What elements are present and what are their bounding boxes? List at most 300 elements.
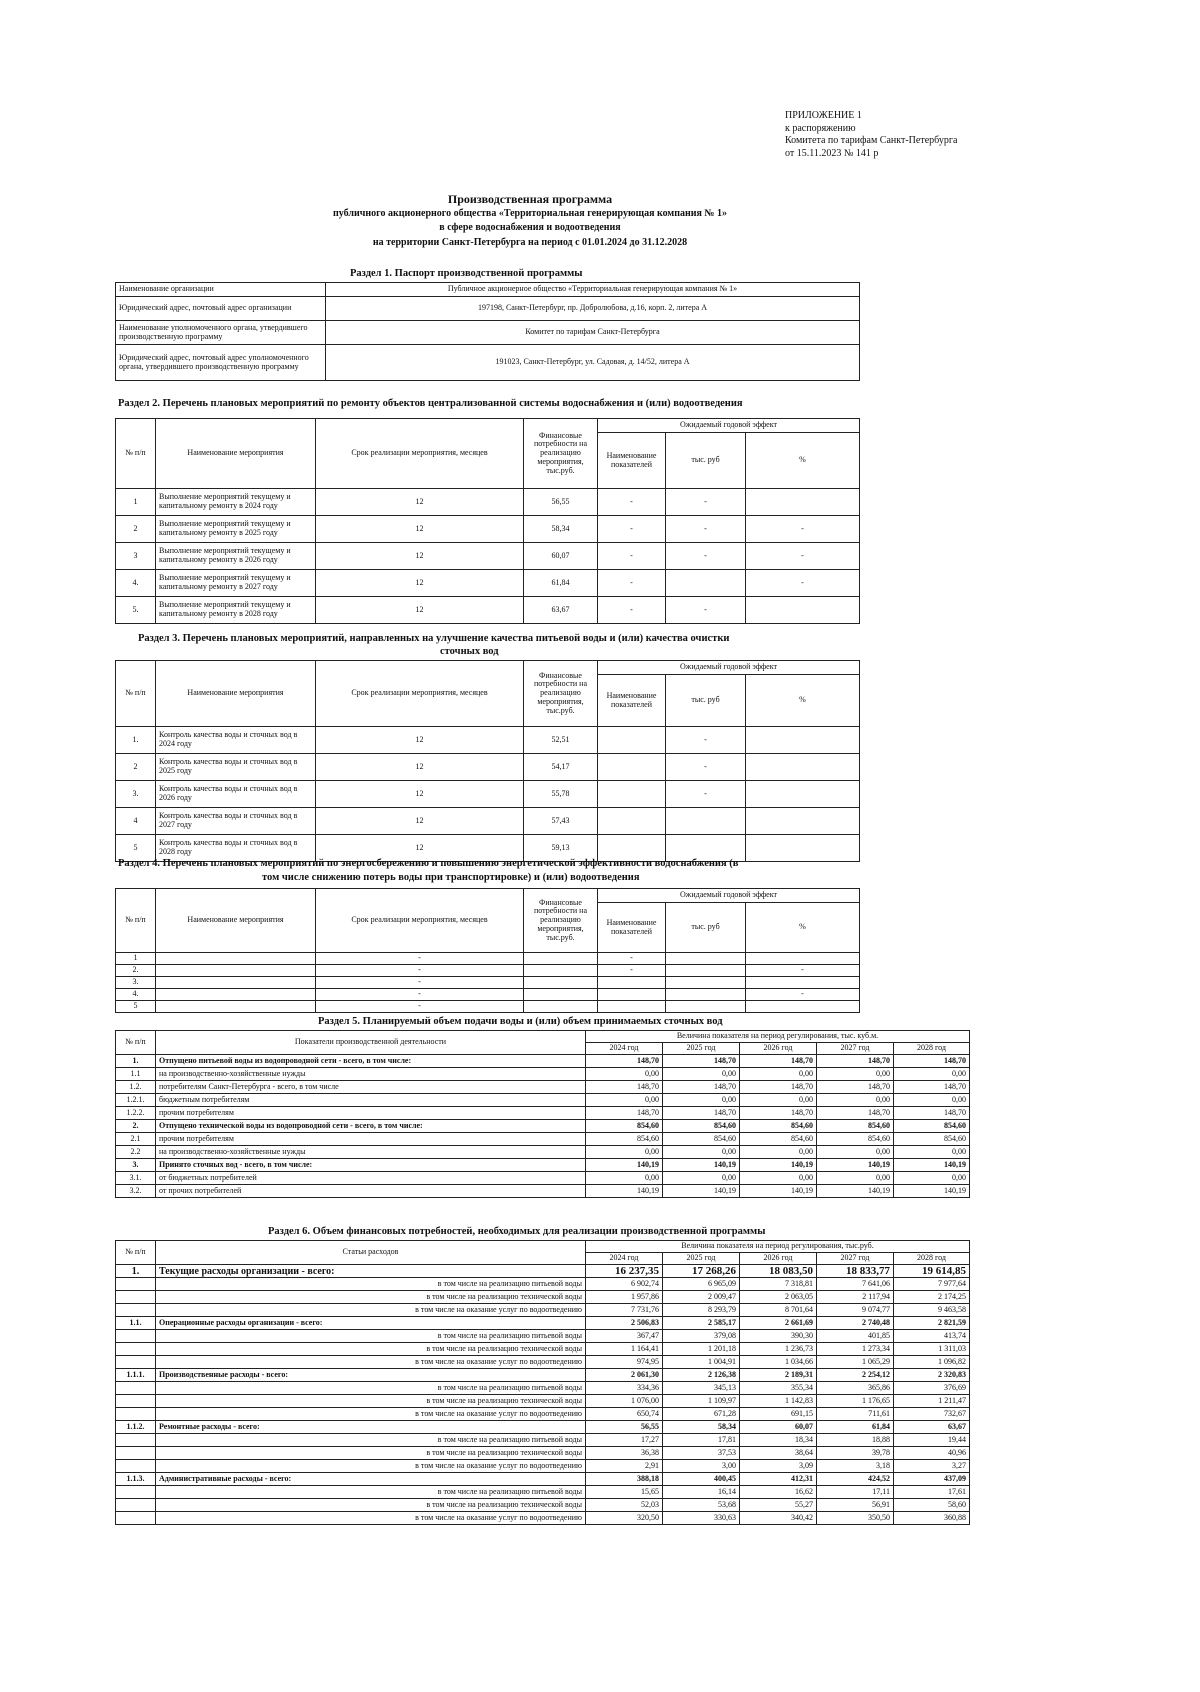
- table-row: [116, 1486, 970, 1499]
- table-row: [116, 1185, 970, 1198]
- row-value: 2,91: [586, 1460, 663, 1473]
- effect-rub: [666, 1001, 746, 1013]
- col-year: 2024 год: [586, 1043, 663, 1055]
- row-value: 854,60: [586, 1120, 663, 1133]
- row-value: 1 004,91: [663, 1356, 740, 1369]
- row-value: 2 740,48: [817, 1317, 894, 1330]
- activity-fin: 58,34: [524, 516, 598, 543]
- row-num: 2.: [116, 1120, 156, 1133]
- row-num: [116, 1447, 156, 1460]
- row-value: 974,95: [586, 1356, 663, 1369]
- row-value: 424,52: [817, 1473, 894, 1486]
- table-row: [116, 516, 860, 543]
- row-value: 400,45: [663, 1473, 740, 1486]
- row-num: 5.: [116, 597, 156, 624]
- row-num: [116, 1356, 156, 1369]
- effect-rub: [666, 570, 746, 597]
- col-num: № п/п: [116, 1031, 156, 1055]
- effect-pct: [746, 597, 860, 624]
- table-row: [116, 953, 860, 965]
- activity-name: Контроль качества воды и сточных вод в 2028 году: [156, 835, 316, 862]
- row-value: 18 083,50: [740, 1265, 817, 1278]
- row-label: от бюджетных потребителей: [156, 1172, 586, 1185]
- effect-rub: [666, 989, 746, 1001]
- effect-rub: -: [666, 727, 746, 754]
- row-num: 1.1: [116, 1068, 156, 1081]
- table-row: [116, 1265, 970, 1278]
- row-value: 1 236,73: [740, 1343, 817, 1356]
- row-num: 1.1.1.: [116, 1369, 156, 1382]
- passport-label: Юридический адрес, почтовый адрес организации: [116, 297, 326, 321]
- row-num: 2.1: [116, 1133, 156, 1146]
- table-row: [116, 321, 860, 345]
- effect-indicator: -: [598, 953, 666, 965]
- program-period: на территории Санкт-Петербурга на период с 01.01.2024 до 31.12.2028: [372, 237, 688, 248]
- row-value: 148,70: [663, 1107, 740, 1120]
- row-label: Принято сточных вод - всего, в том числе:: [156, 1159, 586, 1172]
- activity-term: 12: [316, 489, 524, 516]
- col-year: 2027 год: [817, 1043, 894, 1055]
- table-row: [116, 1343, 970, 1356]
- table-row: [116, 1369, 970, 1382]
- row-num: 1: [116, 953, 156, 965]
- activity-name: [156, 977, 316, 989]
- activity-term: -: [316, 965, 524, 977]
- row-num: 1.: [116, 727, 156, 754]
- passport-value: 191023, Санкт-Петербург, ул. Садовая, д. 14/52, литера А: [326, 345, 860, 381]
- activity-fin: 60,07: [524, 543, 598, 570]
- row-value: 2 661,69: [740, 1317, 817, 1330]
- activity-fin: 52,51: [524, 727, 598, 754]
- row-num: 2.2: [116, 1146, 156, 1159]
- row-label: потребителям Санкт-Петербурга - всего, в том числе: [156, 1081, 586, 1094]
- col-group: Величина показателя на период регулирования, тыс. куб.м.: [586, 1031, 970, 1043]
- row-label: в том числе на реализацию питьевой воды: [156, 1382, 586, 1395]
- table-row: [116, 1317, 970, 1330]
- col-num: № п/п: [116, 889, 156, 953]
- row-label: Текущие расходы организации - всего:: [156, 1265, 586, 1278]
- row-num: [116, 1512, 156, 1525]
- effect-pct: [746, 781, 860, 808]
- table-row: [116, 297, 860, 321]
- row-value: 17 268,26: [663, 1265, 740, 1278]
- program-title: Производственная программа: [447, 192, 613, 206]
- row-value: 140,19: [586, 1159, 663, 1172]
- section3-title: Раздел 3. Перечень плановых мероприятий, направленных на улучшение качества питьевой воды и (или) качества очистки: [138, 633, 730, 644]
- row-value: 854,60: [894, 1133, 970, 1146]
- table-row: [116, 1304, 970, 1317]
- row-value: 0,00: [740, 1094, 817, 1107]
- effect-indicator: -: [598, 516, 666, 543]
- row-value: 388,18: [586, 1473, 663, 1486]
- col-rub: тыс. руб: [666, 903, 746, 953]
- row-value: 854,60: [740, 1120, 817, 1133]
- row-value: 711,61: [817, 1408, 894, 1421]
- table-row: [116, 1172, 970, 1185]
- table-row: [116, 543, 860, 570]
- row-label: от прочих потребителей: [156, 1185, 586, 1198]
- effect-pct: [746, 953, 860, 965]
- row-num: 4.: [116, 570, 156, 597]
- table-row: [116, 754, 860, 781]
- row-value: 330,63: [663, 1512, 740, 1525]
- activity-name: Выполнение мероприятий текущему и капитальному ремонту в 2028 году: [156, 597, 316, 624]
- row-value: 148,70: [817, 1055, 894, 1068]
- col-fin: Финансовые потребности на реализацию мероприятия, тыс.руб.: [524, 661, 598, 727]
- table-row: [116, 1094, 970, 1107]
- row-label: в том числе на реализацию питьевой воды: [156, 1330, 586, 1343]
- row-value: 63,67: [894, 1421, 970, 1434]
- table-row: [116, 1356, 970, 1369]
- table-row: [116, 1447, 970, 1460]
- table-row: [116, 1512, 970, 1525]
- row-num: [116, 1291, 156, 1304]
- row-num: 1.1.3.: [116, 1473, 156, 1486]
- row-value: 61,84: [817, 1421, 894, 1434]
- row-num: 3.: [116, 1159, 156, 1172]
- row-value: 367,47: [586, 1330, 663, 1343]
- section4-title: Раздел 4. Перечень плановых мероприятий по энергосбережению и повышению энергетической эффективности водоснабжения (в: [118, 858, 739, 869]
- section3-table: [115, 660, 860, 862]
- effect-rub: -: [666, 754, 746, 781]
- row-value: 355,34: [740, 1382, 817, 1395]
- row-value: 2 254,12: [817, 1369, 894, 1382]
- section4-title-cont: том числе снижению потерь воды при транспортировке) и (или) водоотведения: [262, 872, 640, 883]
- passport-label: Наименование уполномоченного органа, утвердившего производственную программу: [116, 321, 326, 345]
- row-label: в том числе на реализацию технической воды: [156, 1291, 586, 1304]
- row-value: 18,34: [740, 1434, 817, 1447]
- col-pct: %: [746, 675, 860, 727]
- row-value: 650,74: [586, 1408, 663, 1421]
- effect-pct: -: [746, 965, 860, 977]
- table-row: [116, 1499, 970, 1512]
- section5-title: Раздел 5. Планируемый объем подачи воды и (или) объем принимаемых сточных вод: [318, 1016, 723, 1027]
- col-year: 2025 год: [663, 1043, 740, 1055]
- effect-rub: [666, 977, 746, 989]
- row-value: 18,88: [817, 1434, 894, 1447]
- activity-term: -: [316, 989, 524, 1001]
- activity-name: Контроль качества воды и сточных вод в 2027 году: [156, 808, 316, 835]
- table-row: [116, 1330, 970, 1343]
- effect-pct: -: [746, 989, 860, 1001]
- activity-term: 12: [316, 516, 524, 543]
- row-value: 0,00: [817, 1146, 894, 1159]
- activity-name: [156, 1001, 316, 1013]
- row-value: 345,13: [663, 1382, 740, 1395]
- row-value: 2 821,59: [894, 1317, 970, 1330]
- col-term: Срок реализации мероприятия, месяцев: [316, 889, 524, 953]
- row-value: 148,70: [586, 1081, 663, 1094]
- activity-term: 12: [316, 570, 524, 597]
- table-row: [116, 1291, 970, 1304]
- row-num: [116, 1460, 156, 1473]
- effect-pct: [746, 1001, 860, 1013]
- effect-pct: -: [746, 543, 860, 570]
- section2-title: Раздел 2. Перечень плановых мероприятий по ремонту объектов централизованной системы водоснабжения и (или) водоотведения: [118, 398, 743, 409]
- passport-value: Публичное акционерное общество «Территориальная генерирующая компания № 1»: [326, 283, 860, 297]
- row-value: 56,91: [817, 1499, 894, 1512]
- row-value: 0,00: [586, 1172, 663, 1185]
- table-row: [116, 1278, 970, 1291]
- row-value: 1 176,65: [817, 1395, 894, 1408]
- table-row: [116, 808, 860, 835]
- row-num: [116, 1434, 156, 1447]
- activity-fin: [524, 989, 598, 1001]
- activity-term: -: [316, 1001, 524, 1013]
- row-value: 148,70: [663, 1055, 740, 1068]
- row-value: 140,19: [740, 1185, 817, 1198]
- effect-rub: -: [666, 543, 746, 570]
- row-value: 148,70: [894, 1107, 970, 1120]
- effect-indicator: -: [598, 489, 666, 516]
- row-label: в том числе на оказание услуг по водоотведению: [156, 1408, 586, 1421]
- row-value: 39,78: [817, 1447, 894, 1460]
- row-value: 7 318,81: [740, 1278, 817, 1291]
- row-value: 19 614,85: [894, 1265, 970, 1278]
- row-value: 854,60: [817, 1120, 894, 1133]
- row-num: 2.: [116, 965, 156, 977]
- row-num: 1.: [116, 1055, 156, 1068]
- row-value: 16,62: [740, 1486, 817, 1499]
- row-value: 0,00: [586, 1146, 663, 1159]
- table-row: [116, 977, 860, 989]
- table-row: [116, 781, 860, 808]
- effect-pct: [746, 835, 860, 862]
- row-label: на производственно-хозяйственные нужды: [156, 1146, 586, 1159]
- col-year: 2028 год: [894, 1253, 970, 1265]
- effect-indicator: [598, 727, 666, 754]
- row-num: 1.: [116, 1265, 156, 1278]
- row-value: 0,00: [586, 1068, 663, 1081]
- effect-rub: -: [666, 516, 746, 543]
- row-value: 0,00: [817, 1068, 894, 1081]
- row-value: 16 237,35: [586, 1265, 663, 1278]
- effect-indicator: [598, 989, 666, 1001]
- row-value: 2 009,47: [663, 1291, 740, 1304]
- row-value: 3,00: [663, 1460, 740, 1473]
- passport-value: 197198, Санкт-Петербург, пр. Добролюбова, д.16, корп. 2, литера А: [326, 297, 860, 321]
- table-row: [116, 1434, 970, 1447]
- effect-indicator: -: [598, 965, 666, 977]
- row-num: 1.1.2.: [116, 1421, 156, 1434]
- row-value: 2 585,17: [663, 1317, 740, 1330]
- activity-name: Выполнение мероприятий текущему и капитальному ремонту в 2027 году: [156, 570, 316, 597]
- row-value: 53,68: [663, 1499, 740, 1512]
- row-value: 148,70: [740, 1107, 817, 1120]
- activity-fin: [524, 965, 598, 977]
- table-row: [116, 1133, 970, 1146]
- section6-table: [115, 1240, 970, 1525]
- passport-label: Юридический адрес, почтовый адрес уполномоченного органа, утвердившего производственную программу: [116, 345, 326, 381]
- row-value: 0,00: [740, 1068, 817, 1081]
- row-value: 360,88: [894, 1512, 970, 1525]
- effect-pct: -: [746, 516, 860, 543]
- col-expense-name: Статьи расходов: [156, 1241, 586, 1265]
- effect-indicator: [598, 754, 666, 781]
- row-value: 52,03: [586, 1499, 663, 1512]
- activity-name: Контроль качества воды и сточных вод в 2024 году: [156, 727, 316, 754]
- table-row: [116, 1473, 970, 1486]
- row-value: 140,19: [663, 1185, 740, 1198]
- col-indicators: Наименование показателей: [598, 903, 666, 953]
- activity-term: 12: [316, 543, 524, 570]
- col-fin: Финансовые потребности на реализацию мероприятия, тыс.руб.: [524, 889, 598, 953]
- row-num: 3: [116, 543, 156, 570]
- row-value: 1 142,83: [740, 1395, 817, 1408]
- appendix-line: к распоряжению: [785, 122, 856, 134]
- row-value: 1 273,34: [817, 1343, 894, 1356]
- row-value: 0,00: [663, 1094, 740, 1107]
- row-label: в том числе на реализацию технической воды: [156, 1395, 586, 1408]
- row-label: прочим потребителям: [156, 1107, 586, 1120]
- row-value: 2 063,05: [740, 1291, 817, 1304]
- row-value: 140,19: [663, 1159, 740, 1172]
- table-row: [116, 489, 860, 516]
- row-label: Административные расходы - всего:: [156, 1473, 586, 1486]
- row-value: 9 463,58: [894, 1304, 970, 1317]
- row-num: 3.2.: [116, 1185, 156, 1198]
- col-num: № п/п: [116, 419, 156, 489]
- table-row: [116, 1408, 970, 1421]
- col-rub: тыс. руб: [666, 433, 746, 489]
- activity-name: [156, 953, 316, 965]
- row-value: 0,00: [894, 1172, 970, 1185]
- row-value: 148,70: [894, 1081, 970, 1094]
- row-value: 1 065,29: [817, 1356, 894, 1369]
- row-value: 854,60: [586, 1133, 663, 1146]
- row-value: 0,00: [894, 1068, 970, 1081]
- col-year: 2024 год: [586, 1253, 663, 1265]
- col-num: № п/п: [116, 661, 156, 727]
- row-num: [116, 1382, 156, 1395]
- row-num: 1.1.: [116, 1317, 156, 1330]
- row-value: 0,00: [894, 1146, 970, 1159]
- activity-name: Выполнение мероприятий текущему и капитальному ремонту в 2026 году: [156, 543, 316, 570]
- row-value: 732,67: [894, 1408, 970, 1421]
- table-row: [116, 1081, 970, 1094]
- row-num: 4.: [116, 989, 156, 1001]
- row-label: в том числе на оказание услуг по водоотведению: [156, 1460, 586, 1473]
- row-num: [116, 1343, 156, 1356]
- table-row: [116, 1146, 970, 1159]
- row-num: 3.1.: [116, 1172, 156, 1185]
- row-label: в том числе на реализацию питьевой воды: [156, 1278, 586, 1291]
- row-value: 2 117,94: [817, 1291, 894, 1304]
- row-value: 38,64: [740, 1447, 817, 1460]
- row-label: Производственные расходы - всего:: [156, 1369, 586, 1382]
- section6-title: Раздел 6. Объем финансовых потребностей, необходимых для реализации производственной программы: [268, 1226, 766, 1237]
- effect-pct: [746, 808, 860, 835]
- activity-name: [156, 965, 316, 977]
- row-num: 2: [116, 754, 156, 781]
- row-value: 0,00: [663, 1172, 740, 1185]
- row-label: в том числе на оказание услуг по водоотведению: [156, 1356, 586, 1369]
- table-row: [116, 1421, 970, 1434]
- activity-name: Контроль качества воды и сточных вод в 2025 году: [156, 754, 316, 781]
- table-row: [116, 570, 860, 597]
- effect-indicator: [598, 1001, 666, 1013]
- row-num: 2: [116, 516, 156, 543]
- row-label: в том числе на реализацию технической воды: [156, 1343, 586, 1356]
- row-num: 1: [116, 489, 156, 516]
- row-value: 1 034,66: [740, 1356, 817, 1369]
- table-row: [116, 727, 860, 754]
- activity-fin: 61,84: [524, 570, 598, 597]
- row-value: 9 074,77: [817, 1304, 894, 1317]
- col-name: Наименование мероприятия: [156, 889, 316, 953]
- table-row: [116, 1055, 970, 1068]
- col-term: Срок реализации мероприятия, месяцев: [316, 419, 524, 489]
- row-value: 0,00: [817, 1094, 894, 1107]
- effect-rub: [666, 808, 746, 835]
- col-fin: Финансовые потребности на реализацию мероприятия, тыс.руб.: [524, 419, 598, 489]
- effect-rub: -: [666, 489, 746, 516]
- row-label: на производственно-хозяйственные нужды: [156, 1068, 586, 1081]
- row-label: в том числе на реализацию технической воды: [156, 1447, 586, 1460]
- row-value: 413,74: [894, 1330, 970, 1343]
- row-num: [116, 1408, 156, 1421]
- row-value: 0,00: [817, 1172, 894, 1185]
- row-value: 7 641,06: [817, 1278, 894, 1291]
- row-value: 148,70: [817, 1107, 894, 1120]
- activity-fin: 63,67: [524, 597, 598, 624]
- table-row: [116, 1107, 970, 1120]
- row-value: 350,50: [817, 1512, 894, 1525]
- col-name: Наименование мероприятия: [156, 661, 316, 727]
- activity-fin: [524, 953, 598, 965]
- row-value: 148,70: [740, 1081, 817, 1094]
- row-value: 379,08: [663, 1330, 740, 1343]
- activity-term: 12: [316, 597, 524, 624]
- section1-table: [115, 282, 860, 381]
- table-row: [116, 1460, 970, 1473]
- effect-pct: [746, 727, 860, 754]
- row-value: 16,14: [663, 1486, 740, 1499]
- row-value: 1 211,47: [894, 1395, 970, 1408]
- row-value: 140,19: [586, 1185, 663, 1198]
- row-value: 671,28: [663, 1408, 740, 1421]
- activity-term: 12: [316, 808, 524, 835]
- row-value: 3,09: [740, 1460, 817, 1473]
- row-value: 7 731,76: [586, 1304, 663, 1317]
- col-year: 2026 год: [740, 1253, 817, 1265]
- effect-pct: [746, 754, 860, 781]
- row-label: в том числе на оказание услуг по водоотведению: [156, 1304, 586, 1317]
- row-value: 1 311,03: [894, 1343, 970, 1356]
- col-rub: тыс. руб: [666, 675, 746, 727]
- row-value: 140,19: [817, 1185, 894, 1198]
- effect-pct: -: [746, 570, 860, 597]
- col-year: 2025 год: [663, 1253, 740, 1265]
- row-num: 5: [116, 835, 156, 862]
- table-row: [116, 989, 860, 1001]
- row-num: 3.: [116, 781, 156, 808]
- row-value: 36,38: [586, 1447, 663, 1460]
- row-value: 437,09: [894, 1473, 970, 1486]
- table-row: [116, 1068, 970, 1081]
- effect-rub: -: [666, 781, 746, 808]
- section4-table: [115, 888, 860, 1013]
- section3-title-cont: сточных вод: [440, 646, 499, 657]
- col-name: Наименование мероприятия: [156, 419, 316, 489]
- row-value: 17,11: [817, 1486, 894, 1499]
- row-label: бюджетным потребителям: [156, 1094, 586, 1107]
- row-value: 854,60: [894, 1120, 970, 1133]
- program-subtitle: в сфере водоснабжения и водоотведения: [439, 222, 621, 233]
- row-value: 854,60: [740, 1133, 817, 1146]
- row-value: 148,70: [586, 1107, 663, 1120]
- row-label: в том числе на реализацию питьевой воды: [156, 1486, 586, 1499]
